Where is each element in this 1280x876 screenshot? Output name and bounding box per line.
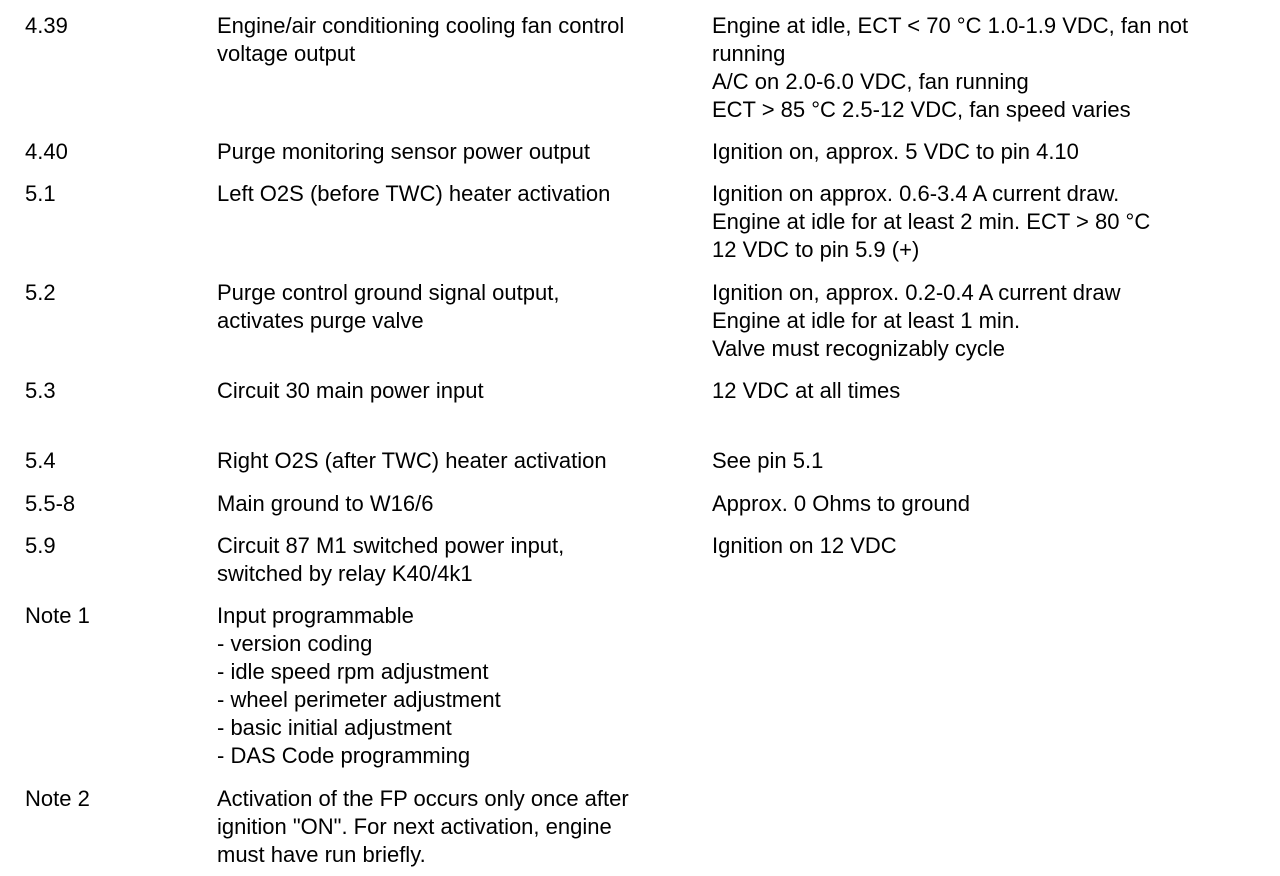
value-line: running <box>712 41 786 66</box>
function-line: Circuit 87 M1 switched power input, <box>217 533 565 558</box>
value-line: Engine at idle for at least 2 min. ECT > 80 °C <box>712 209 1151 234</box>
test-value <box>712 490 970 518</box>
value-line: Engine at idle, ECT < 70 °C 1.0-1.9 VDC, fan not <box>712 13 1189 38</box>
pin-function <box>217 279 559 335</box>
function-line: Purge monitoring sensor power output <box>217 139 590 164</box>
pin-number: 5.9 <box>25 533 56 558</box>
value-line: Ignition on 12 VDC <box>712 533 897 558</box>
test-value <box>712 138 1079 166</box>
value-line: Approx. 0 Ohms to ground <box>712 491 971 516</box>
note-label: Note 2 <box>25 786 90 811</box>
note-line: must have run briefly. <box>217 842 426 867</box>
value-line: See pin 5.1 <box>712 448 824 473</box>
pin-function <box>217 532 564 588</box>
pin-function <box>217 377 484 405</box>
table-row <box>0 447 1280 475</box>
table-row <box>0 785 1280 867</box>
function-line: Left O2S (before TWC) heater activation <box>217 181 611 206</box>
pin-number: 5.2 <box>25 280 56 305</box>
note-text <box>217 602 501 770</box>
test-value <box>712 12 1188 124</box>
pin-function <box>217 447 607 475</box>
table-row <box>0 138 1280 166</box>
note-line: Activation of the FP occurs only once after <box>217 786 629 811</box>
table-row <box>0 602 1280 768</box>
function-line: Right O2S (after TWC) heater activation <box>217 448 607 473</box>
value-line: Valve must recognizably cycle <box>712 336 1006 361</box>
value-line: 12 VDC to pin 5.9 (+) <box>712 237 920 262</box>
function-line: switched by relay K40/4k1 <box>217 561 473 586</box>
note-line: - version coding <box>217 631 373 656</box>
note-label: Note 1 <box>25 603 90 628</box>
pin-number: 5.1 <box>25 181 56 206</box>
pin-number: 5.5-8 <box>25 491 76 516</box>
function-line: activates purge valve <box>217 308 424 333</box>
table-row <box>0 490 1280 518</box>
note-line: - basic initial adjustment <box>217 715 452 740</box>
value-line: Ignition on, approx. 0.2-0.4 A current draw <box>712 280 1121 305</box>
pin-number: 5.4 <box>25 448 56 473</box>
note-line: - wheel perimeter adjustment <box>217 687 501 712</box>
function-line: Main ground to W16/6 <box>217 491 434 516</box>
pin-function <box>217 12 624 68</box>
test-value <box>712 279 1120 363</box>
value-line: 12 VDC at all times <box>712 378 901 403</box>
pin-number: 4.40 <box>25 139 68 164</box>
function-line: Purge control ground signal output, <box>217 280 560 305</box>
note-line: ignition "ON". For next activation, engine <box>217 814 612 839</box>
test-value <box>712 532 897 560</box>
function-line: Circuit 30 main power input <box>217 378 484 403</box>
table-row <box>0 279 1280 361</box>
function-line: Engine/air conditioning cooling fan control <box>217 13 625 38</box>
note-line: - DAS Code programming <box>217 743 471 768</box>
pin-function <box>217 490 433 518</box>
value-line: A/C on 2.0-6.0 VDC, fan running <box>712 69 1029 94</box>
test-value <box>712 377 900 405</box>
table-row <box>0 12 1280 122</box>
pin-function <box>217 138 590 166</box>
table-row <box>0 532 1280 586</box>
note-line: - idle speed rpm adjustment <box>217 659 489 684</box>
pin-number: 5.3 <box>25 378 56 403</box>
value-line: ECT > 85 °C 2.5-12 VDC, fan speed varies <box>712 97 1131 122</box>
function-line: voltage output <box>217 41 356 66</box>
value-line: Engine at idle for at least 1 min. <box>712 308 1021 333</box>
value-line: Ignition on approx. 0.6-3.4 A current draw. <box>712 181 1120 206</box>
pin-function <box>217 180 610 208</box>
table-row <box>0 377 1280 405</box>
note-text <box>217 785 629 869</box>
value-line: Ignition on, approx. 5 VDC to pin 4.10 <box>712 139 1079 164</box>
test-value <box>712 447 823 475</box>
pin-number: 4.39 <box>25 13 68 38</box>
note-line: Input programmable <box>217 603 414 628</box>
table-row <box>0 180 1280 262</box>
test-value <box>712 180 1150 264</box>
